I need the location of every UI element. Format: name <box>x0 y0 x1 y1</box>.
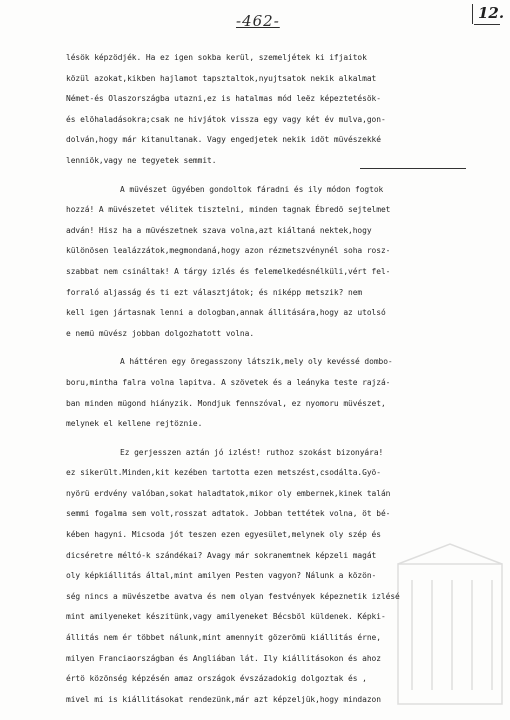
text-line: boru,mintha falra volna lapitva. A szövetek és a leányka teste rajzá- <box>66 377 391 387</box>
paragraph-gap <box>66 172 476 180</box>
text-line: ban minden mügond hiányzik. Mondjuk fennszóval, ez nyomoru müvészet, <box>66 398 386 408</box>
text-line: állitás nem ér többet nálunk,mint amennyit gözerömü kiállitás érne, <box>66 633 381 643</box>
paragraph-gap <box>66 435 476 443</box>
text-line: különösen lealázzátok,megmondaná,hogy azon rézmetszvénynél soha rosz- <box>66 246 391 256</box>
paragraph-1 <box>66 48 476 172</box>
handwritten-underline <box>360 168 466 169</box>
text-line: kében hagyni. Micsoda jót teszen ezen egyesület,melynek oly szép és <box>66 530 381 540</box>
text-line: és elöhaladásokra;csak ne hivjátok vissza egy vagy két év mulva,gon- <box>66 114 386 124</box>
text-line: A müvészet ügyében gondoltok fáradni és ily módon fogtok <box>120 184 384 194</box>
text-line: értö közönség képzésén amaz országok évszázadokig dolgoztak és , <box>66 674 367 684</box>
text-line: semmi fogalma sem volt,rosszat adtatok. Jobban tettétek volna, öt bé- <box>66 509 391 519</box>
paragraph-gap <box>66 344 476 352</box>
text-line: adván! Hisz ha a müvészetnek szava volna,azt kiáltaná nektek,hogy <box>66 225 372 235</box>
text-line: ség nincs a müvészetbe avatva és nem olyan festvények képeznetik izlésé <box>66 591 400 601</box>
text-line: Ez gerjesszen aztán jó izlést! ruthoz szokást bizonyára! <box>120 447 384 457</box>
text-line: mivel mi is kiállitásokat rendezünk,már azt képzeljük,hogy mindazon <box>66 694 381 704</box>
paragraph-3 <box>66 352 476 434</box>
page-number: -462- <box>236 12 280 30</box>
sheet-number-rule <box>472 4 473 24</box>
paragraph-2 <box>66 180 476 345</box>
text-line: dicséretre méltó-k szándékai? Avagy már sokranemtnek képzeli magát <box>66 550 377 560</box>
text-line: mint amilyeneket készitünk,vagy amilyeneket Bécsböl küldenek. Képki- <box>66 612 386 622</box>
text-line: A háttéren egy öregasszony látszik,mely oly kevéssé dombo- <box>120 357 393 367</box>
text-line: közül azokat,kikben hajlamot tapsztaltok,nyujtsatok nekik alkalmat <box>66 73 377 83</box>
text-line: milyen Franciaországban és Angliában lát. Ily kiállitásokon és ahoz <box>66 653 381 663</box>
text-line: Német-és Olaszországba utazni,ez is hatalmas mód leëz képeztetésök- <box>66 94 381 104</box>
text-line: lenniök,vagy ne tegyetek semmit. <box>66 155 217 165</box>
text-line: oly képkiállitás által,mint amilyen Pesten vagyon? Nálunk a közön- <box>66 571 377 581</box>
text-line: melynek el kellene rejtöznie. <box>66 419 203 429</box>
library-stamp-watermark <box>392 540 508 720</box>
text-line: kell igen jártasnak lenni a dologban,annak állitására,hogy az utolsó <box>66 308 386 318</box>
text-line: hozzá! A müvészetet vélitek tisztelni, minden tagnak Ébredö sejtelmet <box>66 205 391 215</box>
sheet-number: 12. <box>478 4 505 22</box>
text-line: ez sikerült.Minden,kit kezében tartotta ezen metszést,csodálta.Gyö- <box>66 468 381 478</box>
sheet-number-underline <box>474 24 500 25</box>
text-line: e nemü müvész jobban dolgozhatott volna. <box>66 328 255 338</box>
text-line: forraló aljasság és ti ezt választjátok; és niképp metszik? nem <box>66 287 363 297</box>
text-line: dolván,hogy már kitanultanak. Vagy engedjetek nekik idöt müvészekké <box>66 135 381 145</box>
text-line: lésök képzödjék. Ha ez igen sokba kerül, szemeljétek ki ifjaitok <box>66 53 367 62</box>
text-line: nyörü erdvény valóban,sokat haladtatok,mikor oly embernek,kinek talán <box>66 488 391 498</box>
text-line: szabbat nem csináltak! A tárgy izlés és felemelkedésnélküli,vért fel- <box>66 266 391 276</box>
